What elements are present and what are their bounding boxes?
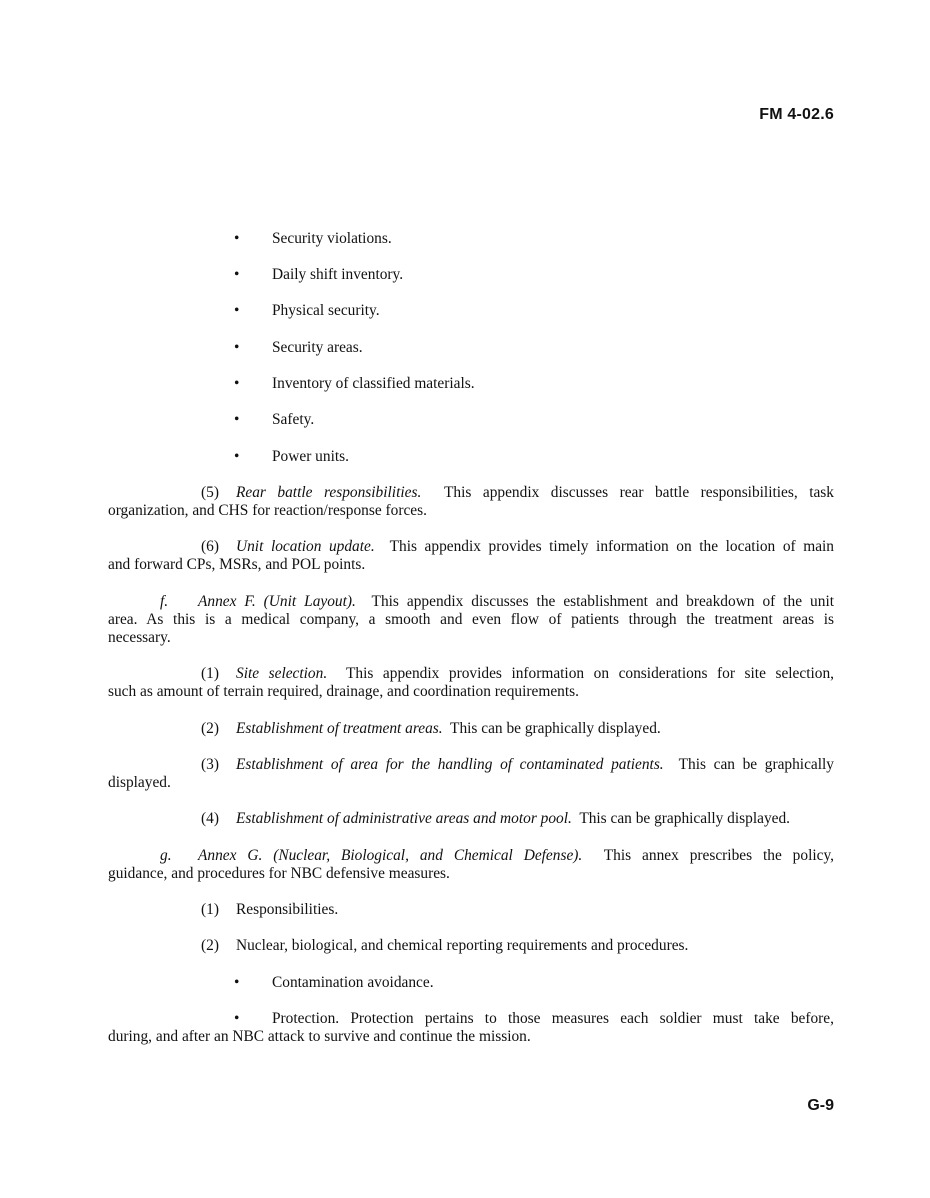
bullet-icon: • <box>234 448 240 465</box>
paragraph-annex-f: f. Annex F. (Unit Layout). This appendix discusses the establishment and breakdown of the unit area. As this is a medical company, a smooth and even flow of patients through the treatment areas is necessary. <box>108 593 834 647</box>
document-id-header: FM 4-02.6 <box>759 106 834 123</box>
page-number-footer: G-9 <box>807 1097 834 1114</box>
paragraph-rear-battle: (5) Rear battle responsibilities. This appendix discusses rear battle responsibilities, task organization, and CHS for reaction/response forces. <box>108 484 834 520</box>
list-item: • Security areas. <box>234 339 363 356</box>
paragraph-treatment-areas: (2) Establishment of treatment areas. This can be graphically displayed. <box>201 720 661 737</box>
bullet-icon: • <box>234 339 240 356</box>
bullet-icon: • <box>234 230 240 247</box>
bullet-icon: • <box>234 974 240 991</box>
list-item: • Security violations. <box>234 230 392 247</box>
list-item: • Power units. <box>234 448 349 465</box>
list-item: • Physical security. <box>234 302 380 319</box>
paragraph-nbc-reporting: (2) Nuclear, biological, and chemical reporting requirements and procedures. <box>201 937 689 954</box>
bullet-icon: • <box>234 302 240 319</box>
bullet-icon: • <box>234 411 240 428</box>
list-item: • Contamination avoidance. <box>234 974 434 991</box>
paragraph-protection: • Protection. Protection pertains to those measures each soldier must take before, during, and after an NBC attack to survive and continue the mission. <box>108 1010 834 1046</box>
paragraph-contaminated-area: (3) Establishment of area for the handling of contaminated patients. This can be graphically displayed. <box>108 756 834 792</box>
list-item: • Inventory of classified materials. <box>234 375 475 392</box>
bullet-icon: • <box>234 375 240 392</box>
paragraph-admin-areas: (4) Establishment of administrative areas and motor pool. This can be graphically displayed. <box>201 810 791 827</box>
paragraph-annex-g: g. Annex G. (Nuclear, Biological, and Chemical Defense). This annex prescribes the policy, guidance, and procedures for NBC defensive measures. <box>108 847 834 883</box>
list-item: • Safety. <box>234 411 315 428</box>
bullet-icon: • <box>234 1010 240 1027</box>
bullet-icon: • <box>234 266 240 283</box>
list-item: • Daily shift inventory. <box>234 266 404 283</box>
paragraph-unit-location: (6) Unit location update. This appendix provides timely information on the location of main and forward CPs, MSRs, and POL points. <box>108 538 835 574</box>
paragraph-site-selection: (1) Site selection. This appendix provides information on considerations for site selection, such as amount of terrain required, drainage, and coordination requirements. <box>108 665 835 701</box>
paragraph-responsibilities: (1) Responsibilities. <box>201 901 339 918</box>
